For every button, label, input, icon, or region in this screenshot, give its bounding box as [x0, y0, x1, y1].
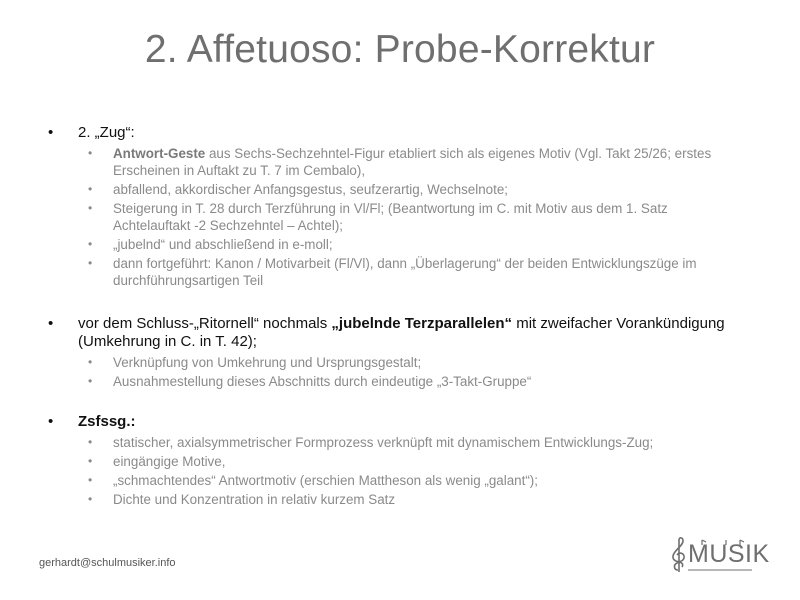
section-heading: Zsfssg.:	[78, 413, 136, 430]
list-item	[48, 373, 748, 390]
list-item	[48, 354, 748, 371]
item-lead: Antwort-Geste	[113, 146, 206, 161]
item-text: „schmachtendes“ Antwortmotiv (erschien Mattheson als wenig „galant“);	[113, 473, 538, 488]
item-text: Ausnahmestellung dieses Abschnitts durch eindeutige „3-Takt-Gruppe“	[113, 374, 532, 389]
list-item	[48, 200, 748, 234]
sub-bullet: •	[88, 237, 93, 251]
bullet: •	[48, 413, 54, 430]
footer-email: gerhardt@schulmusiker.info	[39, 557, 176, 569]
heading-part: vor dem Schluss-„Ritornell“ nochmals	[78, 315, 332, 332]
sub-list	[48, 145, 748, 289]
bullet: •	[48, 124, 54, 141]
list-item	[48, 453, 748, 470]
item-text: eingängige Motive,	[113, 454, 226, 469]
item-text: abfallend, akkordischer Anfangsgestus, seufzerartig, Wechselnote;	[113, 182, 509, 197]
list-item	[48, 145, 748, 179]
item-text: Steigerung in T. 28 durch Terzführung in Vl/Fl; (Beantwortung im C. mit Motiv aus dem 1. Satz Achtelauftakt -2 Sechzehntel – Achtel);	[113, 201, 668, 233]
heading-part: mit zweifacher Vorankündigung (Umkehrung in C. in T. 42);	[78, 315, 725, 350]
sub-bullet: •	[88, 492, 93, 506]
section-heading	[78, 315, 748, 351]
slide-title: 2. Affetuoso: Probe-Korrektur	[144, 28, 656, 71]
sub-bullet: •	[88, 146, 93, 160]
list-item	[48, 434, 748, 451]
item-text: aus Sechs-Sechzehntel-Figur etabliert sich als eigenes Motiv (Vgl. Takt 25/26; erstes Erscheinen in Auftakt zu T. 7 im Cembalo),	[113, 146, 712, 178]
item-text: statischer, axialsymmetrischer Formprozess verknüpft mit dynamischem Entwicklungs-Zug;	[113, 435, 654, 450]
sub-bullet: •	[88, 201, 93, 215]
item-text: Dichte und Konzentration in relativ kurzem Satz	[113, 492, 396, 507]
heading-emphasis: „jubelnde Terzparallelen“	[331, 315, 513, 332]
sub-bullet: •	[88, 182, 93, 196]
treble-clef-icon	[673, 538, 684, 572]
section-ritornell	[48, 315, 748, 351]
musik-logo	[668, 536, 770, 574]
item-text: „jubelnd“ und abschließend in e-moll;	[113, 237, 333, 252]
sub-bullet: •	[88, 435, 93, 449]
slide-content	[48, 124, 748, 510]
list-item	[48, 491, 748, 508]
section-summary	[48, 413, 748, 431]
item-text: dann fortgeführt: Kanon / Motivarbeit (Fl/Vl), dann „Überlagerung“ der beiden Entwicklungszüge im durchführungsartigen Teil	[113, 256, 697, 288]
sub-list	[48, 434, 748, 508]
sub-bullet: •	[88, 473, 93, 487]
sub-bullet: •	[88, 355, 93, 369]
list-item	[48, 472, 748, 489]
list-item	[48, 181, 748, 198]
section-heading: 2. „Zug“:	[78, 124, 135, 141]
sub-list	[48, 354, 748, 390]
sub-bullet: •	[88, 256, 93, 270]
list-item	[48, 255, 748, 289]
sub-bullet: •	[88, 454, 93, 468]
sub-bullet: •	[88, 374, 93, 388]
item-text: Verknüpfung von Umkehrung und Ursprungsgestalt;	[113, 355, 422, 370]
bullet: •	[48, 315, 54, 332]
section-zug	[48, 124, 748, 142]
list-item	[48, 236, 748, 253]
logo-wordmark: MUSIK	[688, 540, 770, 568]
